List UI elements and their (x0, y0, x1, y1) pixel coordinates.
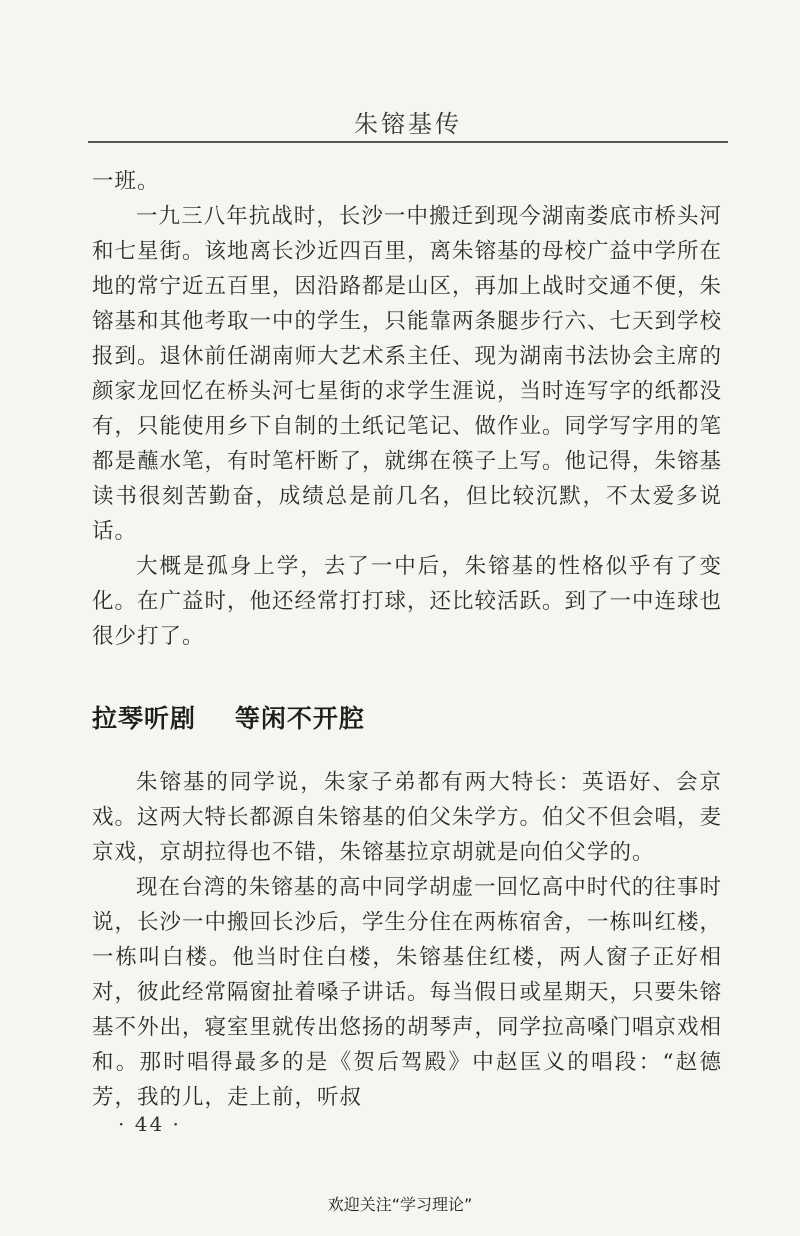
running-head: 朱镕基传 (354, 110, 462, 138)
page-number: · 44 · (118, 1112, 181, 1136)
paragraph: 现在台湾的朱镕基的高中同学胡虚一回忆高中时代的往事时说，长沙一中搬回长沙后，学生分住在两栋宿舍，一栋叫红楼，一栋叫白楼。他当时住白楼，朱镕基住红楼，两人窗子正好相对，彼此经常隔窗扯着嗓子讲话。每当假日或星期天，只要朱镕基不外出，寝室里就传出悠扬的胡琴声，同学拉高嗓门唱京戏相和。那时唱得最多的是《贺后驾殿》中赵匡义的唱段：“赵德芳，我的儿，走上前，听叔 (92, 875, 723, 1110)
text-block-bottom (92, 765, 722, 1115)
footer-caption: 欢迎关注“学习理论” (327, 1195, 473, 1214)
paragraph: 大概是孤身上学，去了一中后，朱镕基的性格似乎有了变化。在广益时，他还经常打打球，还比较活跃。到了一中连球也很少打了。 (92, 554, 723, 649)
paragraph: 朱镕基的同学说，朱家子弟都有两大特长：英语好、会京戏。这两大特长都源自朱镕基的伯父朱学方。伯父不但会唱，麦京戏，京胡拉得也不错，朱镕基拉京胡就是向伯父学的。 (92, 770, 723, 865)
paragraph: 一九三八年抗战时，长沙一中搬迁到现今湖南娄底市桥头河和七星街。该地离长沙近四百里，离朱镕基的母校广益中学所在地的常宁近五百里，因沿路都是山区，再加上战时交通不便，朱镕基和其他考取一中的学生，只能靠两条腿步行六、七天到学校报到。退休前任湖南师大艺术系主任、现为湖南书法协会主席的颜家龙回忆在桥头河七星街的求学生涯说，当时连写字的纸都没有，只能使用乡下自制的土纸记笔记、做作业。同学写字用的笔都是蘸水笔，有时笔杆断了，就绑在筷子上写。他记得，朱镕基读书很刻苦勤奋，成绩总是前几名，但比较沉默，不太爱多说话。 (92, 204, 723, 544)
text-block-top (92, 164, 722, 654)
header-rule (88, 141, 728, 143)
section-heading: 拉琴听剧 等闲不开腔 (92, 704, 365, 733)
paragraph: 一班。 (92, 169, 160, 194)
